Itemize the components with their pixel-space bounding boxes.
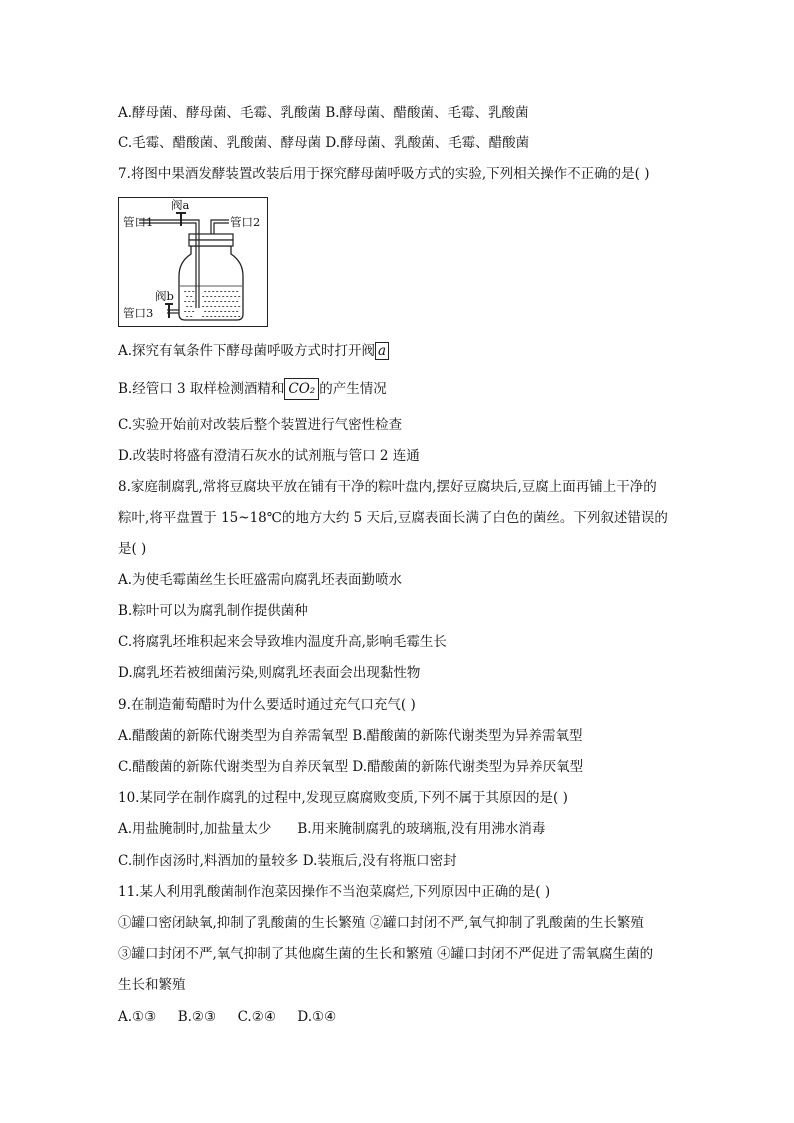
port-1-label: 管口1 [123,215,154,229]
liquid-dot [222,316,224,317]
q6-options-cd: C.毛霉、醋酸菌、乳酸菌、酵母菌 D.酵母菌、乳酸菌、毛霉、醋酸菌 [118,135,530,151]
liquid-dot [234,316,236,317]
liquid-dot [238,316,240,317]
valve-a-box: a [375,342,389,360]
liquid-dot [208,301,210,302]
liquid-dot [214,296,216,297]
liquid-dot [208,311,210,312]
liquid-dot [238,296,240,297]
q7-option-b [118,378,387,400]
liquid-dot [206,316,208,317]
liquid-dot [210,316,212,317]
q10-option-a: A.用盐腌制时,加盐量太少 [118,821,272,837]
q7-option-b-tail: 的产生情况 [319,381,387,397]
liquid-dot [218,296,220,297]
liquid-dot [226,316,228,317]
q8-stem-line3: 是( ) [118,541,147,557]
q9-stem: 9.在制造葡萄醋时为什么要适时通过充气口充气( ) [118,697,416,713]
liquid-dot [232,291,234,292]
liquid-dot [206,296,208,297]
liquid-dot [210,296,212,297]
port-2-label: 管口2 [230,215,261,229]
liquid-dot [232,301,234,302]
q9-options-ab: A.醋酸菌的新陈代谢类型为自养需氧型 B.醋酸菌的新陈代谢类型为异养需氧型 [118,728,583,744]
liquid-dot [186,316,188,317]
liquid-dot [230,296,232,297]
liquid-dot [214,306,216,307]
q8-option-c: C.将腐乳坯堆积起来会导致堆内温度升高,影响毛霉生长 [118,634,447,650]
liquid-dot [208,291,210,292]
co2-box: CO₂ [284,378,319,400]
liquid-dot [220,291,222,292]
liquid-dot [236,301,238,302]
liquid-dot [234,306,236,307]
liquid-dot [186,296,188,297]
q7-stem: 7.将图中果酒发酵装置改装后用于探究酵母菌呼吸方式的实验,下列相关操作不正确的是( ) [118,166,650,182]
liquid-dot [204,301,206,302]
liquid-dot [236,291,238,292]
q7-option-a-text: A.探究有氧条件下酵母菌呼吸方式时打开阀 [118,343,376,359]
liquid-dot [204,311,206,312]
liquid-dot [212,311,214,312]
liquid-dot [230,306,232,307]
liquid-dot [184,311,186,312]
q8-option-b: B.粽叶可以为腐乳制作提供菌种 [118,603,308,619]
liquid-dot [238,306,240,307]
q8-stem-line1: 8.家庭制腐乳,常将豆腐块平放在铺有干净的粽叶盘内,摆好豆腐块后,豆腐上面再铺上干净的 [118,479,657,495]
q11-choices: A.①③ B.②③ C.②④ D.①④ [118,1009,337,1025]
liquid-dot [192,301,194,302]
liquid-dot [220,311,222,312]
q7-option-d: D.改装时将盛有澄清石灰水的试剂瓶与管口 2 连通 [118,448,420,464]
liquid-dot [228,291,230,292]
liquid-dot [224,301,226,302]
liquid-dot [218,316,220,317]
q7-option-a [118,342,389,360]
liquid-dot [216,291,218,292]
liquid-dot [192,311,194,312]
q11-stem: 11.某人利用乳酸菌制作泡菜因操作不当泡菜腐烂,下列原因中正确的是( ) [118,884,551,900]
q8-stem-line2: 粽叶,将平盘置于 15~18℃的地方大约 5 天后,豆腐表面长满了白色的菌丝。下列叙述错误的 [118,510,668,526]
q11-statements-line1: ①罐口密闭缺氧,抑制了乳酸菌的生长繁殖 ②罐口封闭不严,氧气抑制了乳酸菌的生长繁殖 [118,915,644,931]
liquid-dot [212,301,214,302]
liquid-dot [236,311,238,312]
liquid-dot [222,306,224,307]
q11-statements-line3: 生长和繁殖 [118,977,186,993]
q7-option-c: C.实验开始前对改装后整个装置进行气密性检查 [118,417,403,433]
liquid-dot [184,291,186,292]
liquid-dot [216,301,218,302]
liquid-dot [226,296,228,297]
liquid-dot [204,291,206,292]
liquid-dot [202,316,204,317]
liquid-dot [188,291,190,292]
liquid-dot [228,301,230,302]
liquid-dot [216,311,218,312]
liquid-dot [192,291,194,292]
liquid-dot [224,311,226,312]
liquid-dot [186,306,188,307]
liquid-dot [230,316,232,317]
q10-options-ab [118,820,545,838]
liquid-dot [214,316,216,317]
liquid-dot [190,296,192,297]
liquid-dot [190,306,192,307]
liquid-dot [210,306,212,307]
q9-options-cd: C.醋酸菌的新陈代谢类型为自养厌氧型 D.醋酸菌的新陈代谢类型为异养厌氧型 [118,759,584,775]
liquid-dot [212,291,214,292]
liquid-dot [188,301,190,302]
q7-option-b-text: B.经管口 3 取样检测酒精和 [118,381,285,397]
q8-option-a: A.为使毛霉菌丝生长旺盛需向腐乳坯表面勤喷水 [118,572,403,588]
q10-options-cd: C.制作卤汤时,料酒加的量较多 D.装瓶后,没有将瓶口密封 [118,853,457,869]
fermentation-apparatus-figure [118,197,268,327]
liquid-dot [224,291,226,292]
liquid-dot [226,306,228,307]
liquid-dot [222,296,224,297]
liquid-dot [184,301,186,302]
q10-option-b: B.用来腌制腐乳的玻璃瓶,没有用沸水消毒 [297,821,546,837]
liquid-dot [206,306,208,307]
valve-a-label: 阀a [171,198,190,212]
q6-options-ab: A.酵母菌、酵母菌、毛霉、乳酸菌 B.酵母菌、醋酸菌、毛霉、乳酸菌 [118,105,529,121]
liquid-dot [234,296,236,297]
liquid-dot [228,311,230,312]
q8-option-d: D.腐乳坯若被细菌污染,则腐乳坯表面会出现黏性物 [118,665,421,681]
liquid-dot [190,316,192,317]
liquid-dot [188,311,190,312]
liquid-dot [220,301,222,302]
valve-b-label: 阀b [155,289,174,303]
q11-statements-line2: ③罐口封闭不严,氧气抑制了其他腐生菌的生长和繁殖 ④罐口封闭不严促进了需氧腐生菌的 [118,946,654,962]
liquid-dot [202,296,204,297]
port-3-label: 管口3 [123,306,154,320]
liquid-dot [218,306,220,307]
liquid-dot [202,306,204,307]
liquid-dot [232,311,234,312]
q10-stem: 10.某同学在制作腐乳的过程中,发现豆腐腐败变质,下列不属于其原因的是( ) [118,790,568,806]
